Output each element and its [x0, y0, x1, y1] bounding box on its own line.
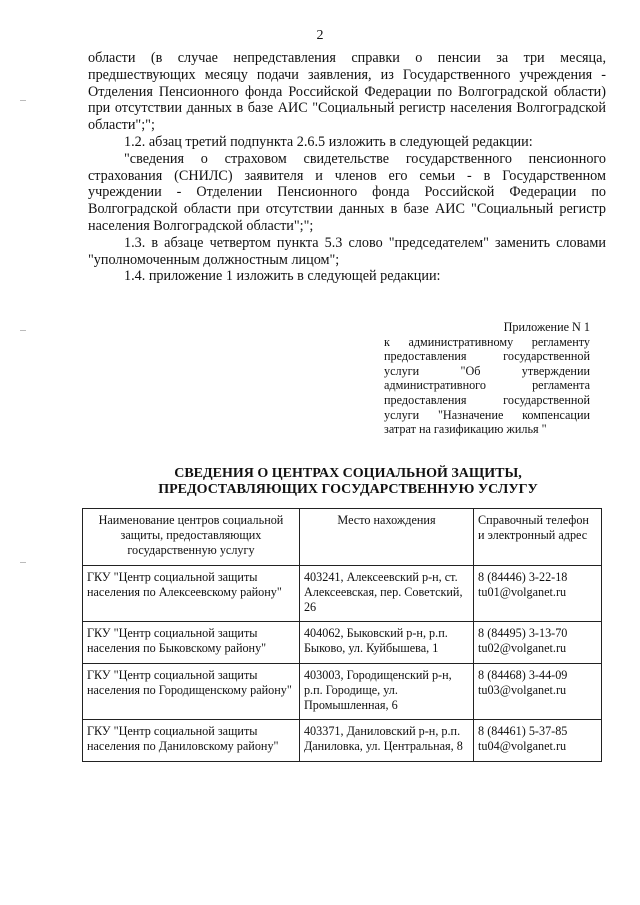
cell-contact	[474, 720, 602, 761]
title-line-2: ПРЕДОСТАВЛЯЮЩИХ ГОСУДАРСТВЕННУЮ УСЛУГУ	[158, 482, 538, 497]
email: tu02@volganet.ru	[478, 641, 567, 656]
table-row	[83, 663, 602, 720]
cell-name: ГКУ "Центр социальной защиты населения по Даниловскому району"	[83, 720, 300, 761]
header-address: Место нахождения	[299, 509, 473, 566]
cell-contact	[474, 622, 602, 663]
header-name: Наименование центров социальной защиты, предоставляющих государственную услугу	[83, 509, 300, 566]
phone: 8 (84446) 3-22-18	[478, 569, 568, 584]
margin-mark	[20, 562, 26, 563]
table-row	[83, 720, 602, 761]
cell-address: 404062, Быковский р-н, р.п. Быково, ул. Куйбышева, 1	[299, 622, 473, 663]
table-header-row	[83, 509, 602, 566]
margin-mark	[20, 330, 26, 331]
header-contact: Справочный телефон и электронный адрес	[474, 509, 602, 566]
cell-address: 403371, Даниловский р-н, р.п. Даниловка, ул. Центральная, 8	[299, 720, 473, 761]
paragraph: 1.4. приложение 1 изложить в следующей редакции:	[124, 268, 441, 285]
cell-name: ГКУ "Центр социальной защиты населения по Городищенскому району"	[83, 663, 300, 720]
appendix-header: Приложение N 1	[503, 320, 590, 334]
cell-name: ГКУ "Центр социальной защиты населения по Алексеевскому району"	[83, 565, 300, 622]
appendix-block	[384, 320, 590, 437]
phone: 8 (84461) 5-37-85	[478, 724, 568, 739]
paragraph: "сведения о страховом свидетельстве государственного пенсионного страхования (СНИЛС) заявителя и членов его семьи - в Государственном учреждении - Отделении Пенсионного фонда Российской Федерации по Волгоградской области при отсутствии данных в базе АИС "Социальный регистр населения Волгоградской области";";	[88, 150, 606, 234]
page-number: 2	[316, 28, 324, 43]
paragraph: 1.3. в абзаце четвертом пункта 5.3 слово "председателем" заменить словами "уполномоченным должностным лицом";	[88, 234, 606, 268]
document-title	[88, 466, 608, 498]
body-text	[88, 50, 606, 285]
phone: 8 (84468) 3-44-09	[478, 667, 568, 682]
cell-contact	[474, 663, 602, 720]
email: tu03@volganet.ru	[478, 682, 567, 697]
paragraph: 1.2. абзац третий подпункта 2.6.5 изложить в следующей редакции:	[124, 133, 533, 150]
email: tu04@volganet.ru	[478, 739, 567, 754]
centers-table	[82, 508, 602, 762]
title-line-1: СВЕДЕНИЯ О ЦЕНТРАХ СОЦИАЛЬНОЙ ЗАЩИТЫ,	[174, 466, 522, 481]
cell-contact	[474, 565, 602, 622]
cell-name: ГКУ "Центр социальной защиты населения по Быковскому району"	[83, 622, 300, 663]
email: tu01@volganet.ru	[478, 584, 567, 599]
cell-address: 403003, Городищенский р-н, р.п. Городище, ул. Промышленная, 6	[299, 663, 473, 720]
paragraph: области (в случае непредставления справки о пенсии за три месяца, предшествующих месяцу подачи заявления, из Государственного учреждения - Отделения Пенсионного фонда Российской Федерации по Волгоградской области) при отсутствии данных в базе АИС "Социальный регистр населения Волгоградской области";";	[88, 50, 606, 134]
cell-address: 403241, Алексеевский р-н, ст. Алексеевская, пер. Советский, 26	[299, 565, 473, 622]
phone: 8 (84495) 3-13-70	[478, 626, 568, 641]
margin-mark	[20, 100, 26, 101]
appendix-text: к административному регламенту предоставления государственной услуги "Об утверждении административного регламента предоставления государственной услуги "Назначение компенсации затрат на газификацию жилья "	[384, 334, 590, 437]
table-row	[83, 622, 602, 663]
table-row	[83, 565, 602, 622]
